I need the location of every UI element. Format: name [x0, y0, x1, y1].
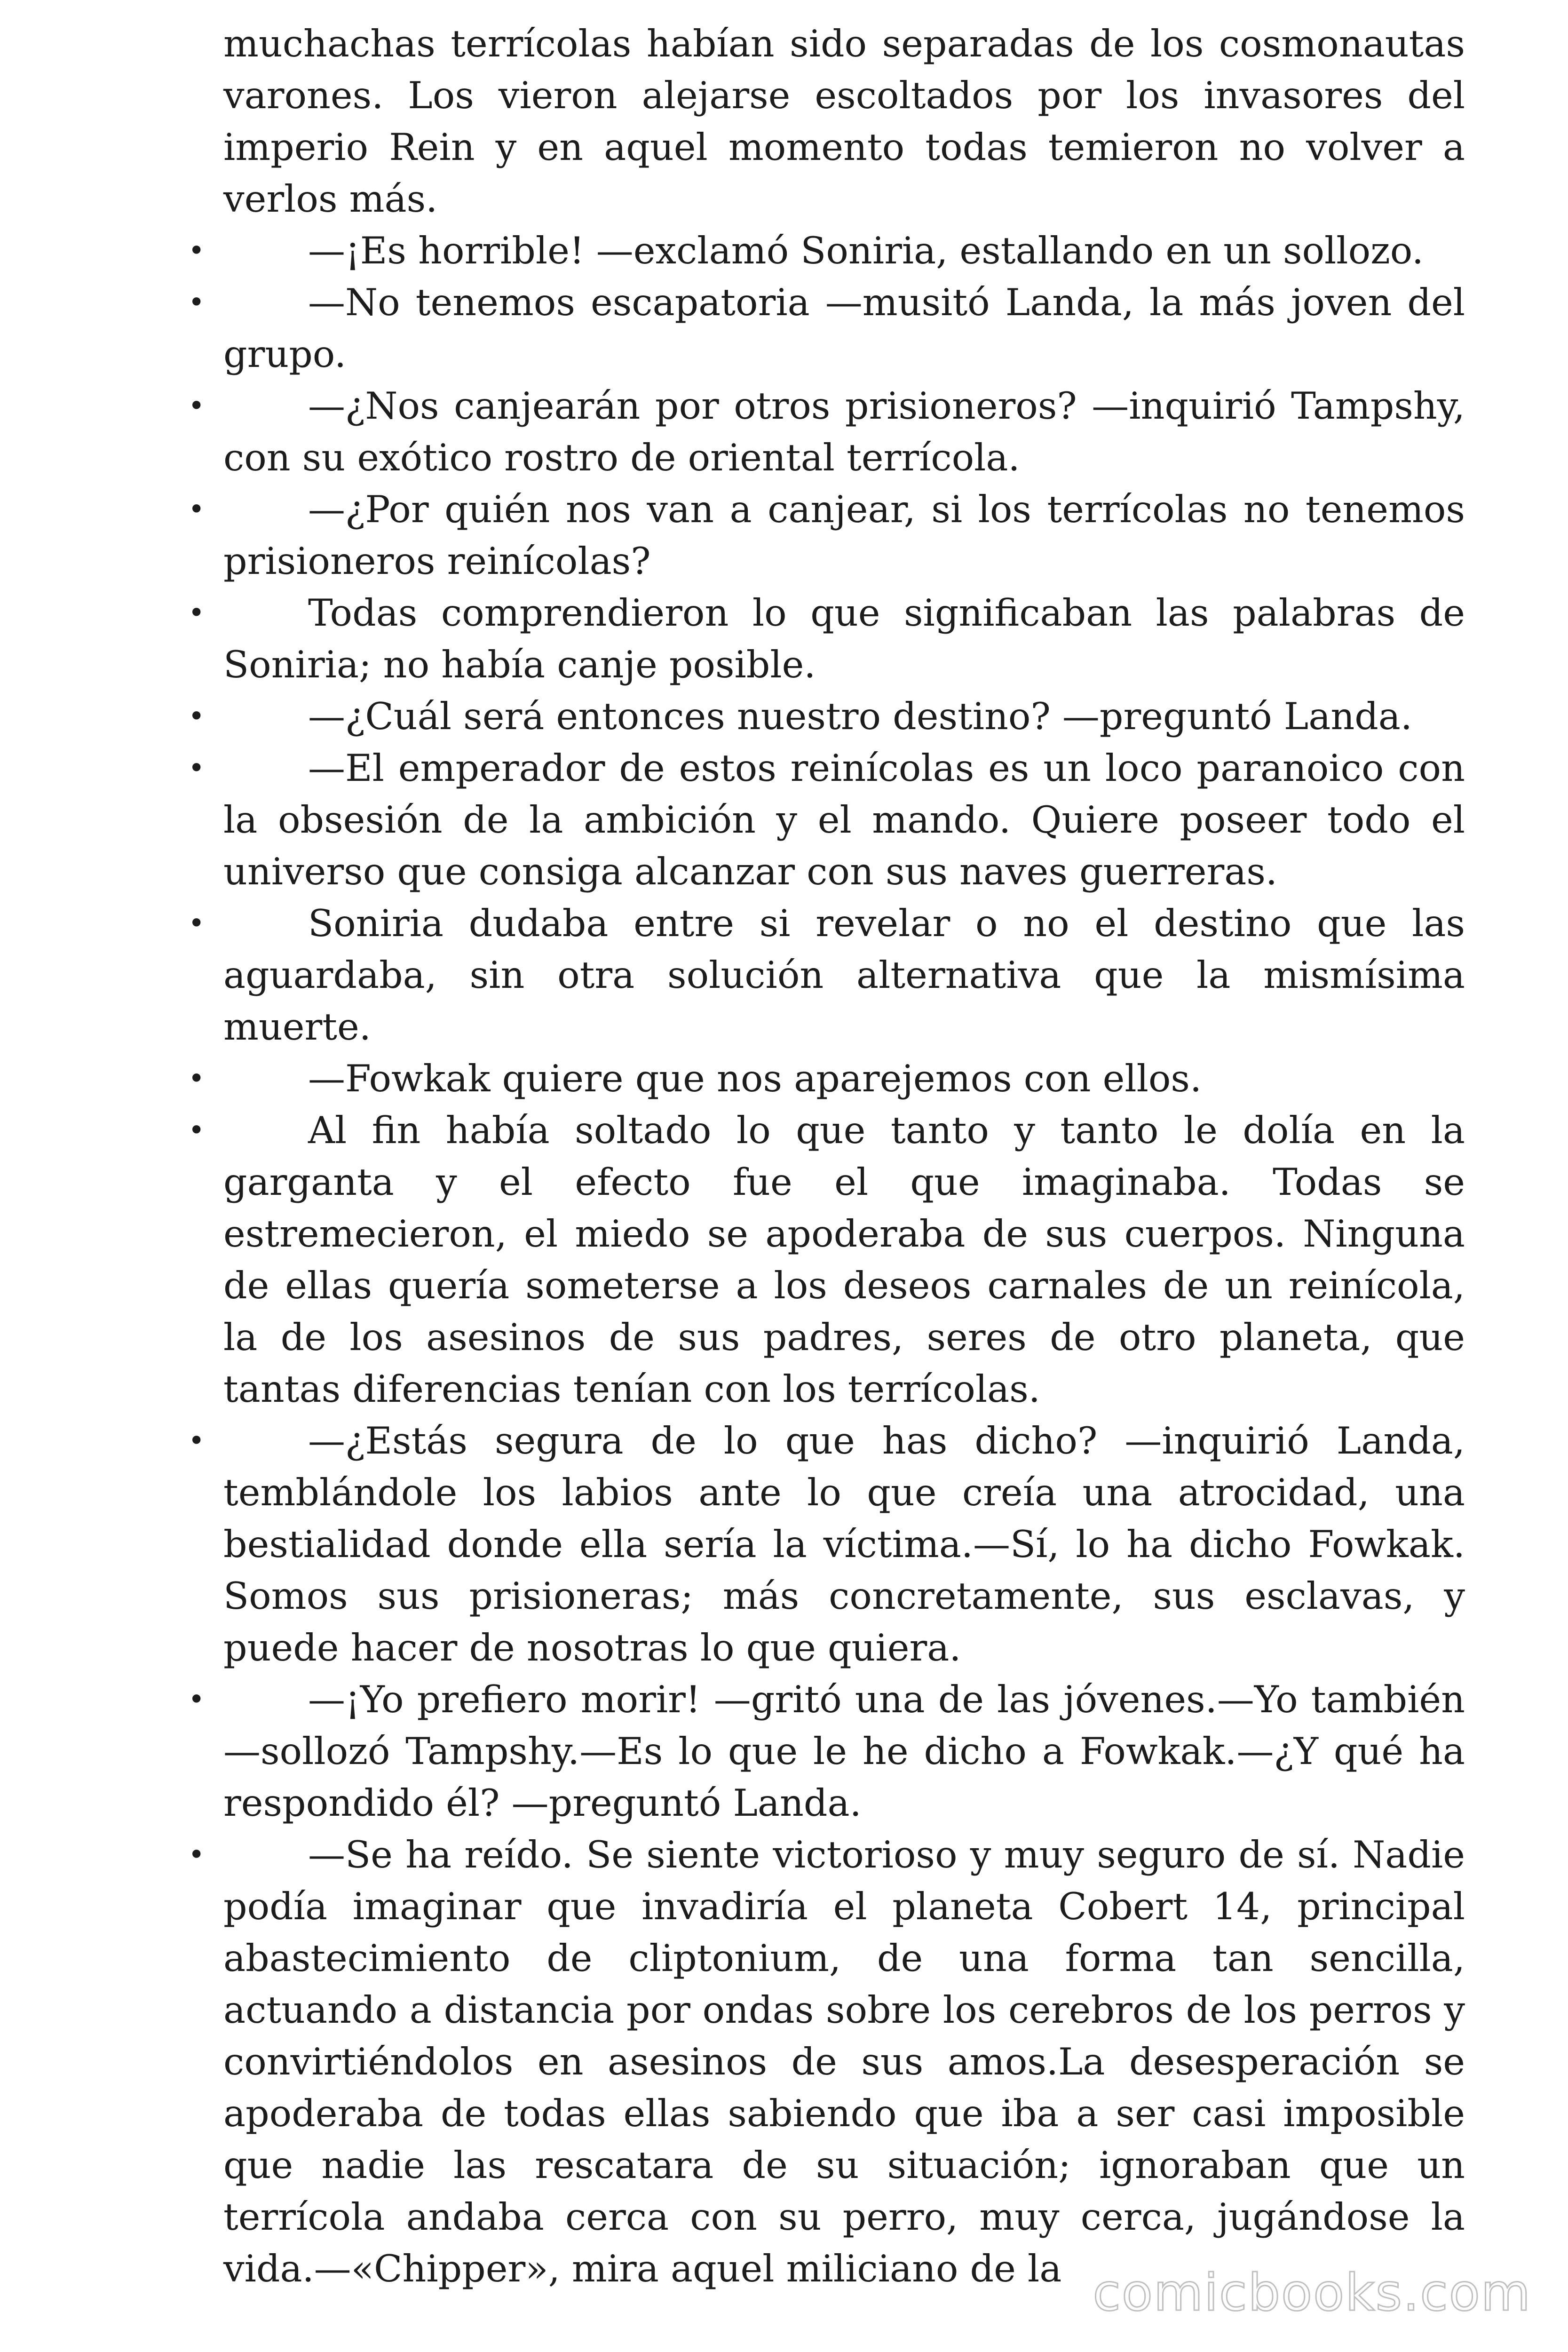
bullet-icon: • — [188, 1424, 205, 1457]
paragraph-text: muchachas terrícolas habían sido separadas de los cosmonautas varones. Los vieron alejarse escoltados por los invasores del imperio Rein y en aquel momento todas temieron no volver a verlos más. — [223, 22, 1465, 221]
bullet-icon: • — [188, 752, 205, 785]
paragraph-text: Al fin había soltado lo que tanto y tanto le dolía en la garganta y el efecto fue el que imaginaba. Todas se estremecieron, el miedo se apoderaba de sus cuerpos. Ninguna de ellas quería someterse a los deseos carnales de un reinícola, la de los asesinos de sus padres, seres de otro planeta, que tantas diferencias tenían con los terrícolas. — [223, 1109, 1465, 1411]
paragraph — [188, 380, 1465, 484]
bullet-icon: • — [188, 234, 205, 267]
paragraph — [188, 691, 1465, 742]
site-watermark: comicbooks.com — [1093, 2264, 1531, 2322]
text-column — [188, 18, 1465, 2295]
paragraph-text: —¡Es horrible! —exclamó Soniria, estallando en un sollozo. — [308, 229, 1424, 272]
paragraph — [188, 484, 1465, 587]
paragraph-text: —No tenemos escapatoria —musitó Landa, la más joven del grupo. — [223, 281, 1465, 376]
paragraph-text: —¡Yo prefiero morir! —gritó una de las jóvenes.—Yo también —sollozó Tampshy.—Es lo que le he dicho a Fowkak.—¿Y qué ha respondido él? —preguntó Landa. — [223, 1678, 1465, 1825]
paragraph — [188, 587, 1465, 691]
paragraph — [188, 742, 1465, 898]
bullet-icon: • — [188, 1683, 205, 1716]
paragraph-text: —¿Nos canjearán por otros prisioneros? —inquirió Tampshy, con su exótico rostro de oriental terrícola. — [223, 384, 1465, 479]
paragraph-text: —Fowkak quiere que nos aparejemos con ellos. — [308, 1057, 1202, 1100]
paragraph-text: —¿Estás segura de lo que has dicho? —inquirió Landa, temblándole los labios ante lo que creía una atrocidad, una bestialidad donde ella sería la víctima.—Sí, lo ha dicho Fowkak. Somos sus prisioneras; más concretamente, sus esclavas, y puede hacer de nosotras lo que quiera. — [223, 1419, 1465, 1669]
paragraph — [188, 1104, 1465, 1415]
paragraph — [188, 225, 1465, 277]
bullet-icon: • — [188, 493, 205, 526]
paragraph — [188, 277, 1465, 380]
bullet-icon: • — [188, 1062, 205, 1095]
paragraph-text: Todas comprendieron lo que significaban las palabras de Soniria; no había canje posible. — [223, 591, 1465, 686]
bullet-icon: • — [188, 1114, 205, 1147]
bullet-icon: • — [188, 596, 205, 629]
bullet-icon: • — [188, 1838, 205, 1871]
paragraph — [188, 1415, 1465, 1674]
paragraph-text: —¿Cuál será entonces nuestro destino? —preguntó Landa. — [308, 695, 1412, 738]
paragraph — [188, 1829, 1465, 2295]
bullet-icon: • — [188, 389, 205, 422]
paragraph — [188, 1053, 1465, 1104]
paragraph-text: Soniria dudaba entre si revelar o no el destino que las aguardaba, sin otra solución alternativa que la mismísima muerte. — [223, 902, 1465, 1049]
paragraph-text: —El emperador de estos reinícolas es un loco paranoico con la obsesión de la ambición y el mando. Quiere poseer todo el universo que consiga alcanzar con sus naves guerreras. — [223, 747, 1465, 893]
paragraph-text: —Se ha reído. Se siente victorioso y muy seguro de sí. Nadie podía imaginar que invadiría el planeta Cobert 14, principal abastecimiento de cliptonium, de una forma tan sencilla, actuando a distancia por ondas sobre los cerebros de los perros y convirtiéndolos en asesinos de sus amos.La desesperación se apoderaba de todas ellas sabiendo que iba a ser casi imposible que nadie las rescatara de su situación; ignoraban que un terrícola andaba cerca con su perro, muy cerca, jugándose la vida.—«Chipper», mira aquel miliciano de la — [223, 1833, 1465, 2290]
paragraph-text: —¿Por quién nos van a canjear, si los terrícolas no tenemos prisioneros reinícolas? — [223, 488, 1465, 583]
bullet-icon: • — [188, 286, 205, 319]
bullet-icon: • — [188, 700, 205, 733]
paragraph — [188, 1674, 1465, 1829]
paragraph — [223, 18, 1465, 225]
bullet-icon: • — [188, 907, 205, 940]
paragraph — [188, 898, 1465, 1053]
